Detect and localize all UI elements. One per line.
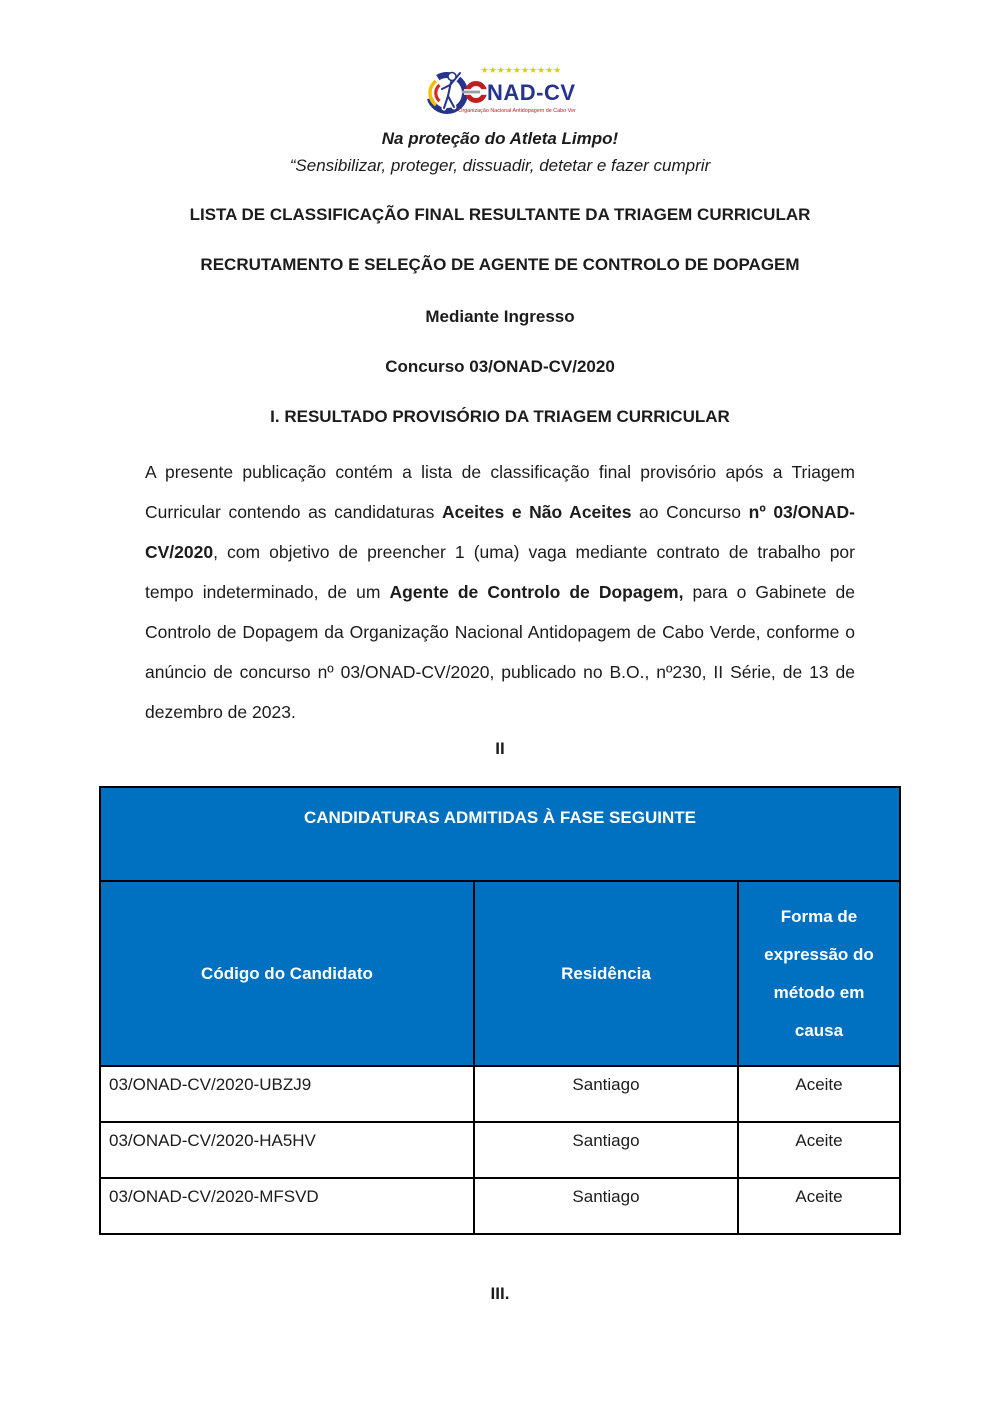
candidate-code: 03/ONAD-CV/2020-HA5HV (100, 1122, 474, 1178)
paragraph-text: para o Gabinete de Controlo de Dopagem da Organização Nacional Antidopagem de Cabo Verde, conforme o anúncio de concurso nº 03/ONAD-CV/2020, publicado no B.O., nº230, II Série, de 13 de dezembro de 2023. (145, 582, 855, 722)
paragraph-text: A presente publicação contém a lista de classificação final provisório após a Triagem Curricular contendo as candidaturas (145, 462, 855, 522)
heading-lista-classificacao: LISTA DE CLASSIFICAÇÃO FINAL RESULTANTE DA TRIAGEM CURRICULAR (189, 205, 811, 224)
section-ii-marker: II (495, 739, 505, 758)
paragraph-bold-concurso: nº 03/ONAD-CV/2020 (145, 502, 856, 562)
tagline-motto: Na proteção do Atleta Limpo! (381, 129, 619, 148)
paragraph-text: ao Concurso (631, 502, 749, 522)
column-header-forma-text: Forma de expressão do método em causa (764, 906, 874, 1040)
logo-container (0, 0, 1000, 120)
table-row (100, 1122, 900, 1178)
candidate-residence: Santiago (474, 1178, 738, 1234)
tagline-quote: “Sensibilizar, proteger, dissuadir, detetar e fazer cumprir (289, 156, 711, 175)
candidate-code: 03/ONAD-CV/2020-UBZJ9 (100, 1066, 474, 1122)
candidate-status: Aceite (738, 1122, 900, 1178)
paragraph-bold-aceites: Aceites e Não Aceites (441, 502, 632, 522)
athlete-ring-icon (429, 73, 465, 112)
candidate-residence: Santiago (474, 1066, 738, 1122)
candidate-status: Aceite (738, 1178, 900, 1234)
column-header-residencia: Residência (474, 881, 738, 1066)
table-title-row (100, 787, 900, 881)
onad-cv-logo (424, 62, 576, 120)
paragraph-text: , com objetivo de preencher 1 (uma) vaga mediante contrato de trabalho por tempo indeterminado, de um (145, 542, 855, 602)
logo-org-line: Organização Nacional Antidopagem de Cabo Verde (458, 108, 576, 114)
candidates-table (99, 786, 901, 1235)
candidate-status: Aceite (738, 1066, 900, 1122)
table-header-row (100, 881, 900, 1066)
table-row (100, 1178, 900, 1234)
section-iii-marker: III. (490, 1284, 510, 1303)
stars-icon: ★★★★★★★★★★ (480, 65, 562, 75)
heading-resultado-provisorio: I. RESULTADO PROVISÓRIO DA TRIAGEM CURRICULAR (270, 407, 730, 426)
table-row (100, 1066, 900, 1122)
heading-mediante-ingresso: Mediante Ingresso (425, 307, 575, 326)
heading-concurso: Concurso 03/ONAD-CV/2020 (385, 357, 615, 376)
table-title: CANDIDATURAS ADMITIDAS À FASE SEGUINTE (100, 787, 900, 881)
intro-paragraph (145, 452, 855, 732)
column-header-forma (738, 881, 900, 1066)
logo-wordmark: NAD-CV (487, 80, 576, 105)
paragraph-bold-agente: Agente de Controlo de Dopagem, (389, 582, 684, 602)
candidate-code: 03/ONAD-CV/2020-MFSVD (100, 1178, 474, 1234)
candidate-residence: Santiago (474, 1122, 738, 1178)
heading-recrutamento: RECRUTAMENTO E SELEÇÃO DE AGENTE DE CONTROLO DE DOPAGEM (200, 255, 800, 274)
column-header-codigo: Código do Candidato (100, 881, 474, 1066)
